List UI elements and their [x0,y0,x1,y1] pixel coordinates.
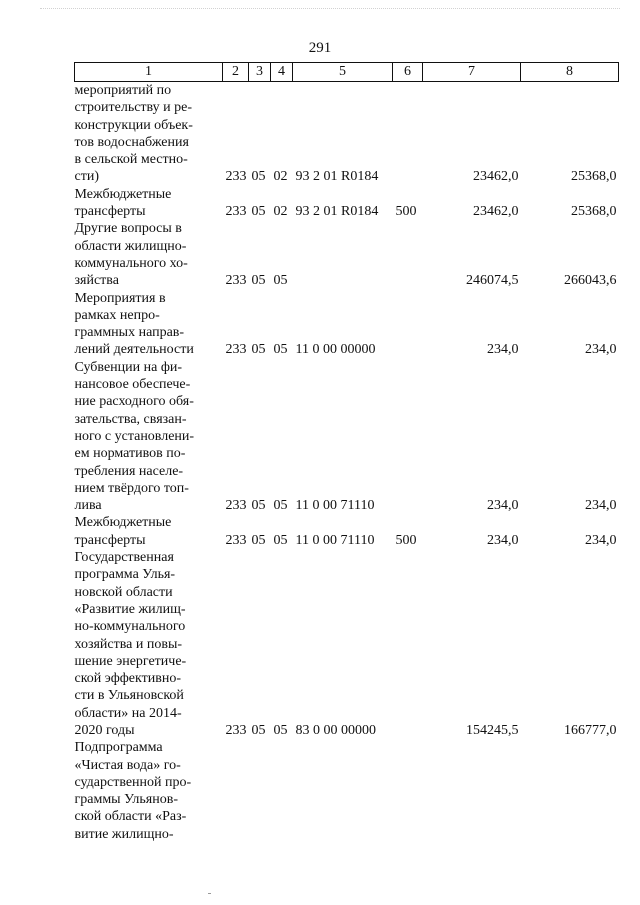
table-row [75,220,619,289]
header-col-8: 8 [521,63,619,82]
amount-year-1: 23462,0 [473,169,519,185]
section-code: 05 [251,169,266,185]
target-article-code: 93 2 01 R0184 [295,204,379,220]
section-code [249,739,271,843]
description-line: рамках непро- [74,307,160,323]
amount-year-1: 246074,5 [466,273,519,289]
ministry-code: 233 [225,342,247,358]
description-line: требления населе- [74,463,184,479]
ministry-code: 233 [225,498,247,514]
ministry-code [223,739,249,843]
header-col-3: 3 [249,63,271,82]
description-line: трансферты [74,532,146,548]
row-description [75,290,223,359]
description-line: но-коммунального [74,619,186,635]
table-row [75,82,619,186]
section-code: 05 [251,273,266,289]
description-line: нием твёрдого топ- [74,480,189,496]
header-col-7: 7 [423,63,521,82]
description-line: зяйства [74,273,119,289]
scan-artifact-dot [208,893,211,894]
description-line: Другие вопросы в [74,221,182,237]
row-description [75,186,223,221]
target-article-code: 11 0 00 00000 [295,342,376,358]
section-code: 05 [251,342,266,358]
table-row [75,186,619,221]
amount-year-2: 234,0 [585,342,617,358]
expense-type-code [393,82,423,186]
expense-type-code: 500 [395,204,417,220]
expense-type-code [393,549,423,739]
expense-type-code: 500 [395,532,417,548]
description-line: «Чистая вода» го- [74,757,181,773]
header-col-2: 2 [223,63,249,82]
ministry-code: 233 [225,273,247,289]
subsection-code: 02 [273,169,288,185]
table-header [75,63,619,82]
description-line: трансферты [74,204,146,220]
amount-year-2: 266043,6 [564,273,617,289]
description-line: нансовое обеспече- [74,377,191,393]
expense-type-code [393,290,423,359]
scan-artifact-line [40,8,620,13]
description-line: хозяйства и повы- [74,636,183,652]
description-line: программа Улья- [74,567,176,583]
description-line: коммунального хо- [74,255,188,271]
amount-year-2 [521,739,619,843]
description-line: ного с установлени- [74,428,195,444]
description-line: 2020 годы [74,722,135,738]
subsection-code: 05 [273,532,288,548]
subsection-code: 05 [273,342,288,358]
row-description [75,549,223,739]
header-col-5: 5 [293,63,393,82]
amount-year-2: 234,0 [585,498,617,514]
table-row [75,549,619,739]
target-article-code: 11 0 00 71110 [295,532,375,548]
amount-year-2: 166777,0 [564,722,617,738]
row-description [75,739,223,843]
page-number: 291 [308,40,332,56]
description-line: лива [74,498,102,514]
target-article-code [293,220,393,289]
table-row [75,290,619,359]
ministry-code: 233 [225,532,247,548]
header-col-6: 6 [393,63,423,82]
description-line: области жилищно- [74,238,187,254]
target-article-code: 93 2 01 R0184 [295,169,379,185]
amount-year-2: 234,0 [585,532,617,548]
row-description [75,82,223,186]
description-line: шение энергетиче- [74,653,187,669]
subsection-code: 05 [273,273,288,289]
description-line: мероприятий по [74,83,172,98]
description-line: ской области «Раз- [74,809,187,825]
description-line: тов водоснабжения [74,134,189,150]
table-row [75,514,619,549]
table-row [75,359,619,515]
description-line: конструкции объек- [74,117,193,133]
section-code: 05 [251,722,266,738]
description-line: строительству и ре- [74,100,193,116]
description-line: Государственная [74,550,174,566]
description-line: сти) [74,169,99,185]
table-body [75,82,619,844]
table-row [75,739,619,843]
description-line: лений деятельности [74,342,194,358]
budget-table [74,62,619,843]
target-article-code: 11 0 00 71110 [295,498,375,514]
row-description [75,514,223,549]
expense-type-code [393,359,423,515]
subsection-code: 02 [273,204,288,220]
header-col-1: 1 [75,63,223,82]
amount-year-2: 25368,0 [571,169,617,185]
amount-year-1 [423,739,521,843]
description-line: Межбюджетные [74,515,172,531]
description-line: в сельской местно- [74,152,188,168]
description-line: сти в Ульяновской [74,688,184,704]
description-line: ской эффективно- [74,671,181,687]
description-line: области» на 2014- [74,705,182,721]
row-description [75,359,223,515]
row-description [75,220,223,289]
header-col-4: 4 [271,63,293,82]
description-line: зательства, связан- [74,411,187,427]
amount-year-1: 23462,0 [473,204,519,220]
description-line: граммных направ- [74,325,185,341]
amount-year-1: 234,0 [487,532,519,548]
description-line: витие жилищно- [74,826,174,842]
ministry-code: 233 [225,169,247,185]
description-line: Мероприятия в [74,290,166,306]
amount-year-1: 234,0 [487,498,519,514]
description-line: граммы Ульянов- [74,792,178,808]
amount-year-1: 154245,5 [466,722,519,738]
description-line: ние расходного обя- [74,394,194,410]
expense-type-code [393,739,423,843]
description-line: Субвенции на фи- [74,359,183,375]
section-code: 05 [251,204,266,220]
header-row [75,63,619,82]
section-code: 05 [251,532,266,548]
subsection-code: 05 [273,498,288,514]
target-article-code [293,739,393,843]
description-line: Межбюджетные [74,186,172,202]
amount-year-1: 234,0 [487,342,519,358]
target-article-code: 83 0 00 00000 [295,722,376,738]
subsection-code: 05 [273,722,288,738]
description-line: ем нормативов по- [74,446,186,462]
description-line: сударственной про- [74,774,192,790]
description-line: новской области [74,584,173,600]
expense-type-code [393,220,423,289]
ministry-code: 233 [225,722,247,738]
subsection-code [271,739,293,843]
description-line: «Развитие жилищ- [74,601,186,617]
section-code: 05 [251,498,266,514]
description-line: Подпрограмма [74,740,163,756]
ministry-code: 233 [225,204,247,220]
amount-year-2: 25368,0 [571,204,617,220]
